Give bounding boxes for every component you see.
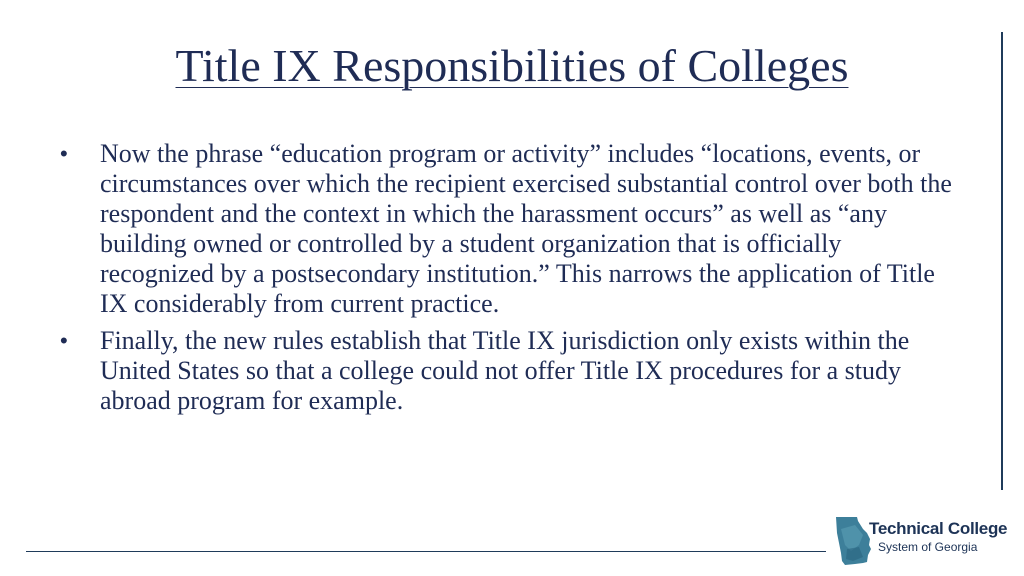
tcsg-logo: [833, 515, 1013, 567]
slide-title: Title IX Responsibilities of Colleges: [175, 40, 849, 91]
logo-title: Technical College: [869, 519, 1008, 538]
bullet-text: Now the phrase “education program or activity” includes “locations, events, or circumstances over which the recipient exercised substantial control over both the respondent and the context in which the harassment occurs” as well as “any building owned or controlled by a student organization that is officially recognized by a postsecondary institution.” This narrows the application of Title IX considerably from current practice.: [100, 139, 952, 318]
logo-subtitle: System of Georgia: [878, 540, 978, 554]
vertical-rule: [1001, 32, 1003, 490]
bullet-item: [56, 139, 961, 319]
georgia-map-icon: [833, 515, 873, 567]
horizontal-rule: [26, 551, 826, 552]
bullet-list: [56, 139, 961, 423]
bullet-item: [56, 326, 961, 416]
bullet-text: Finally, the new rules establish that Title IX jurisdiction only exists within the United States so that a college could not offer Title IX procedures for a study abroad program for example.: [100, 326, 910, 415]
bullet-dot-icon: •: [60, 328, 68, 353]
bullet-dot-icon: •: [60, 141, 68, 166]
